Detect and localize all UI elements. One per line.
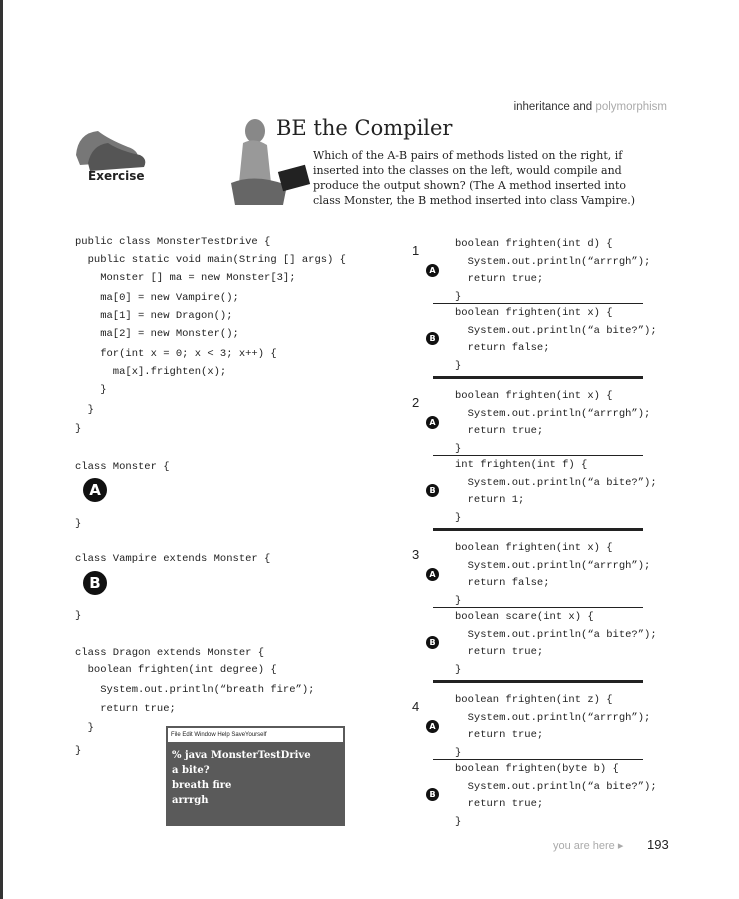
badge-a: A [426,720,439,733]
badge-a: A [426,264,439,277]
header-section: inheritance and [513,101,593,113]
badge-b: B [426,636,439,649]
method-a-line: return true; [455,729,544,741]
method-a-line: } [455,594,462,607]
code-line: boolean frighten(int degree) { [75,664,277,676]
method-b-line: } [455,815,462,828]
pair-divider [433,759,643,760]
code-line: ma[x].frighten(x); [75,366,227,378]
method-b-line: System.out.println(“a bite?”); [455,324,657,337]
method-b-line: return 1; [455,494,525,506]
method-a-line: System.out.println(“arrrgh”); [455,255,651,268]
code-line: } [75,404,94,416]
badge-a: A [426,568,439,581]
method-b-line: return false; [455,342,550,354]
badge-b: B [426,788,439,801]
terminal-output: % java MonsterTestDrive a bite? breath fire arrrgh [172,750,311,806]
badge-b: B [426,332,439,345]
code-line: ma[0] = new Vampire(); [75,292,239,304]
method-a-line: boolean frighten(int x) { [455,542,613,554]
header-accent: polymorphism [595,101,667,113]
method-a-line: return true; [455,273,544,285]
code-line: public static void main(String [] args) { [75,254,346,266]
badge-a-slot: A [83,478,107,502]
method-b-line: boolean frighten(int x) { [455,307,613,319]
sneakers-illustration [68,125,148,173]
method-a-line: System.out.println(“arrrgh”); [455,711,651,724]
method-a-line: boolean frighten(int d) { [455,238,613,250]
method-a-line: return true; [455,425,544,437]
pair-divider [433,607,643,608]
method-b-line: System.out.println(“a bite?”); [455,476,657,489]
method-b-line: } [455,511,462,524]
code-line: } [75,518,82,530]
pair-separator [433,376,643,379]
code-line: } [75,423,82,435]
method-a-line: System.out.println(“arrrgh”); [455,559,651,572]
exercise-label: Exercise [88,169,145,183]
badge-a: A [426,416,439,429]
code-line: public class MonsterTestDrive { [75,236,271,248]
code-line: System.out.println(“breath fire”); [75,684,315,696]
pair-divider [433,303,643,304]
terminal-menu-bar: File Edit Window Help SaveYourself [168,728,343,742]
page-number: 193 [647,837,669,852]
pair-number: 4 [412,699,420,714]
you-are-here: you are here ▸ [553,840,624,852]
pair-separator [433,680,643,683]
code-line: return true; [75,703,176,715]
method-b-line: int frighten(int f) { [455,459,588,471]
code-line: class Vampire extends Monster { [75,553,271,565]
method-b-line: return true; [455,646,544,658]
method-b-line: return true; [455,798,544,810]
code-line: ma[1] = new Dragon(); [75,310,233,322]
code-line: for(int x = 0; x < 3; x++) { [75,348,277,360]
method-a-line: System.out.println(“arrrgh”); [455,407,651,420]
method-a-line: boolean frighten(int z) { [455,694,613,706]
method-a-line: boolean frighten(int x) { [455,390,613,402]
code-line: ma[2] = new Monster(); [75,328,239,340]
method-b-line: } [455,359,462,372]
pair-separator [433,528,643,531]
pair-number: 1 [412,243,420,258]
pair-number: 2 [412,395,420,410]
method-b-line: System.out.println(“a bite?”); [455,780,657,793]
code-line: class Monster { [75,461,170,473]
method-b-line: boolean scare(int x) { [455,611,594,623]
code-line: } [75,722,94,734]
code-line: class Dragon extends Monster { [75,647,265,659]
badge-b-slot: B [83,571,107,595]
method-a-line: } [455,290,462,303]
code-line: } [75,384,107,396]
code-line: Monster [] ma = new Monster[3]; [75,272,296,284]
method-a-line: return false; [455,577,550,589]
method-b-line: System.out.println(“a bite?”); [455,628,657,641]
badge-b: B [426,484,439,497]
code-line: } [75,745,82,757]
pair-number: 3 [412,547,420,562]
pair-divider [433,455,643,456]
method-b-line: boolean frighten(byte b) { [455,763,619,775]
method-a-line: } [455,746,462,759]
exercise-title: BE the Compiler [276,116,453,140]
page-edge [0,0,3,899]
exercise-instructions: Which of the A-B pairs of methods listed on the right, if inserted into the classes on the left, would compile and produce the output shown? (The A method inserted into class Monster, the B method inserted into class Vampire.) [313,149,635,207]
running-header [514,101,667,113]
code-line: } [75,610,82,622]
method-b-line: } [455,663,462,676]
terminal-window [166,726,345,826]
method-a-line: } [455,442,462,455]
